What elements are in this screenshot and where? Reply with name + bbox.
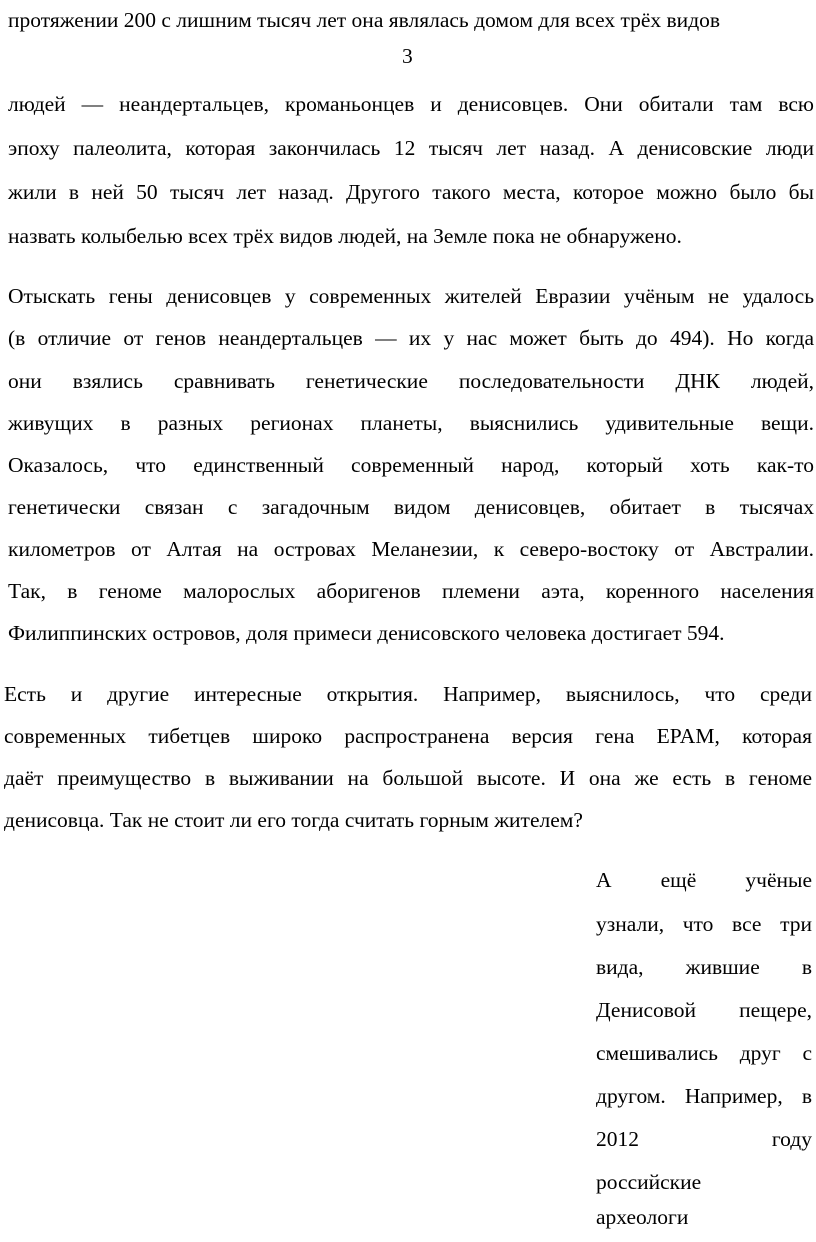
text-line: российские: [596, 1170, 702, 1194]
text-line: Денисовой пещере,: [596, 998, 812, 1022]
text-line: живущих в разных регионах планеты, выяснились удивительные вещи.: [8, 411, 814, 435]
text-line: генетически связан с загадочным видом денисовцев, обитает в тысячах: [8, 495, 814, 519]
text-line: жили в ней 50 тысяч лет назад. Другого такого места, которое можно было бы: [8, 180, 814, 204]
text-line: современных тибетцев широко распространена версия гена EPAM, которая: [4, 724, 812, 748]
text-line: Так, в геноме малорослых аборигенов племени аэта, коренного населения: [8, 579, 814, 603]
text-line: 2012 году: [596, 1127, 812, 1151]
text-line: Есть и другие интересные открытия. Например, выяснилось, что среди: [4, 682, 812, 706]
text-line: километров от Алтая на островах Меланезии, к северо-востоку от Австралии.: [8, 537, 814, 561]
text-line: протяжении 200 с лишним тысяч лет она являлась домом для всех трёх видов: [8, 8, 721, 32]
text-line: даёт преимущество в выживании на большой высоте. И она же есть в геноме: [4, 766, 812, 790]
text-line: Филиппинских островов, доля примеси денисовского человека достигает 594.: [8, 621, 725, 645]
text-line: назвать колыбелью всех трёх видов людей, на Земле пока не обнаружено.: [8, 224, 682, 248]
text-line: денисовца. Так не стоит ли его тогда считать горным жителем?: [4, 808, 583, 832]
text-line: Отыскать гены денисовцев у современных жителей Евразии учёным не удалось: [8, 284, 814, 308]
text-line: А ещё учёные: [596, 868, 812, 892]
text-line: узнали, что все три: [596, 912, 812, 936]
text-line: смешивались друг с: [596, 1041, 812, 1065]
text-line: людей — неандертальцев, кроманьонцев и денисовцев. Они обитали там всю: [8, 92, 814, 116]
text-line: Оказалось, что единственный современный народ, который хоть как-то: [8, 453, 814, 477]
text-line: археологи: [596, 1205, 689, 1229]
text-line: эпоху палеолита, которая закончилась 12 тысяч лет назад. А денисовские люди: [8, 136, 814, 160]
text-line: (в отличие от генов неандертальцев — их у нас может быть до 494). Но когда: [8, 326, 814, 350]
text-line: другом. Например, в: [596, 1084, 812, 1108]
text-line: они взялись сравнивать генетические последовательности ДНК людей,: [8, 369, 814, 393]
page-number: 3: [402, 44, 413, 68]
text-line: вида, жившие в: [596, 955, 812, 979]
